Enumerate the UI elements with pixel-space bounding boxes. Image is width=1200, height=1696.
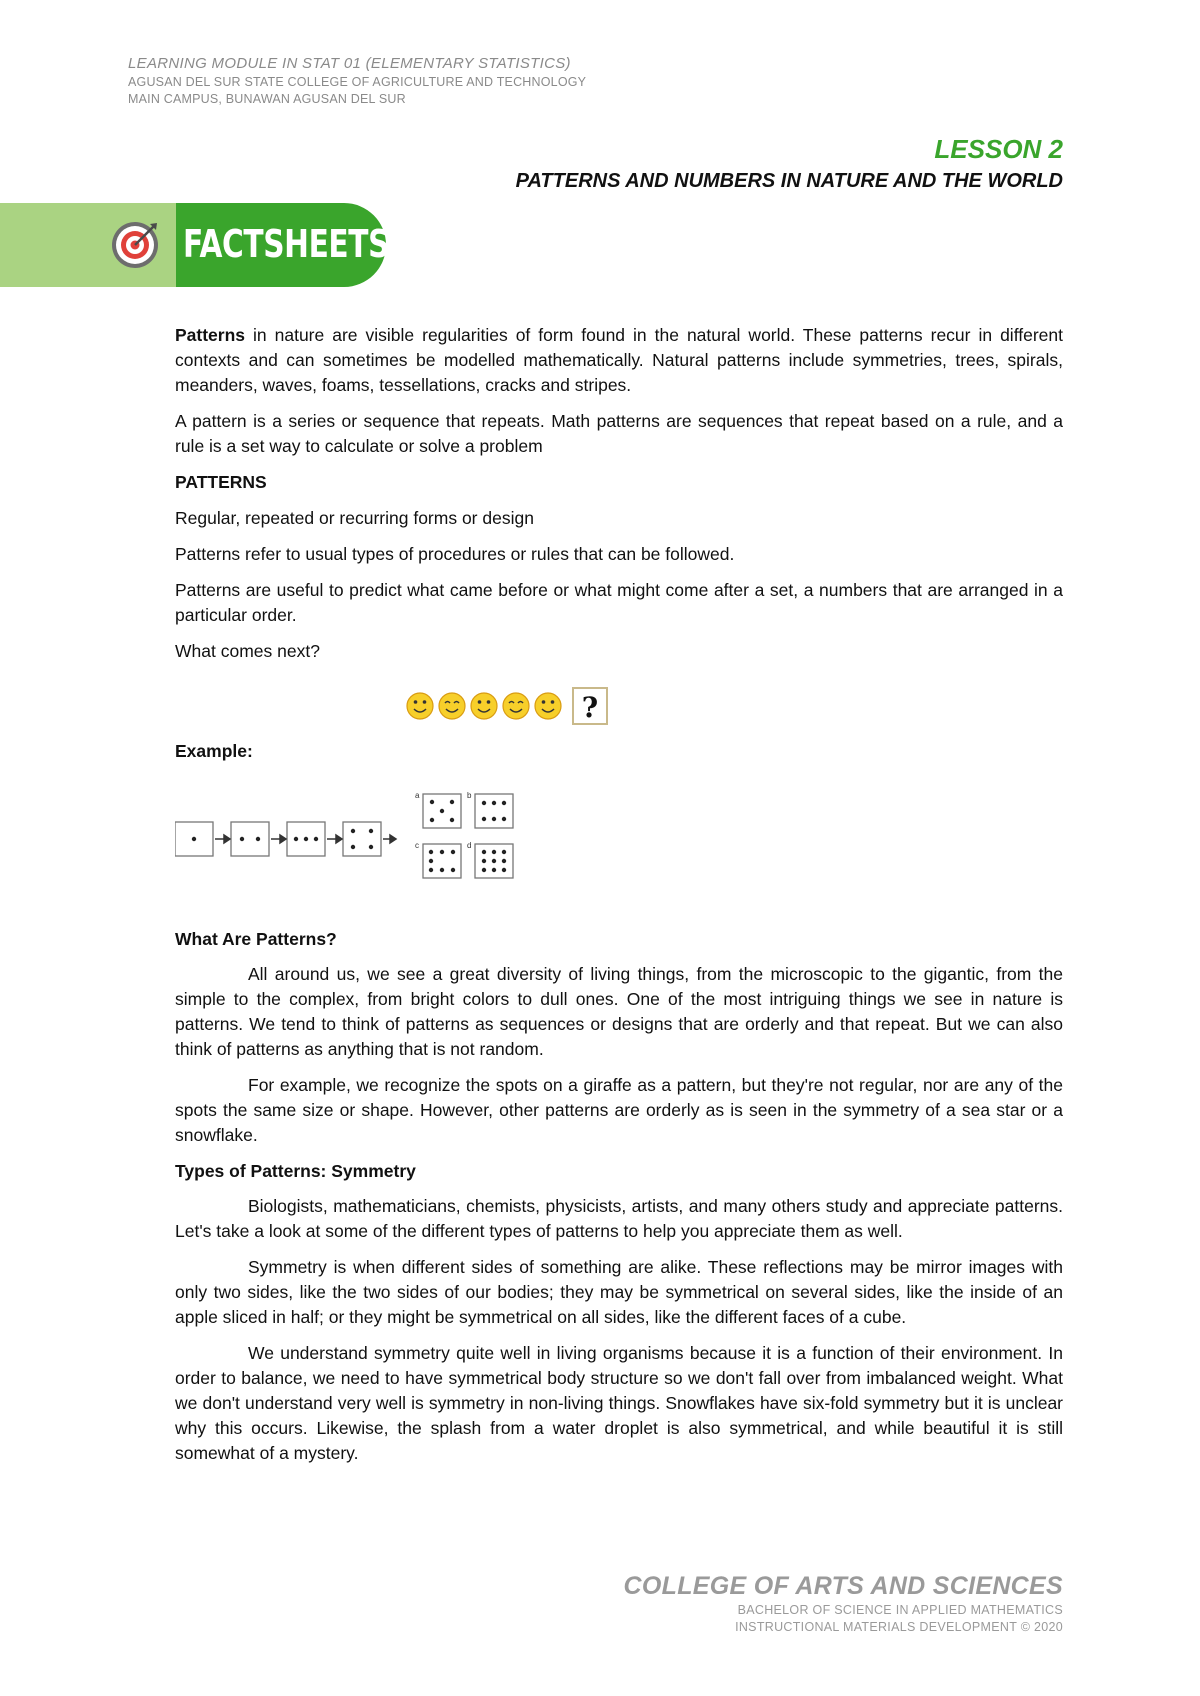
what-are-patterns-heading: What Are Patterns? xyxy=(175,929,337,949)
lesson-heading xyxy=(516,132,1063,196)
option-c-label: c xyxy=(415,841,419,850)
intro-p1-text: in nature are visible regularities of form found in the natural world. These patterns recur in different contexts and can sometimes be modelled mathematically. Natural patterns include symmetries, trees, spirals, meanders, waves, foams, tessellations, cracks and stripes. xyxy=(175,325,1063,395)
what-are-paragraph-2: For example, we recognize the spots on a giraffe as a pattern, but they're not regular, nor are any of the spots the same size or shape. However, other patterns are orderly as is seen in the symmetry of a sea star or a snowflake. xyxy=(175,1075,1063,1145)
dice-sequence xyxy=(175,788,535,898)
intro-paragraph-1 xyxy=(175,323,1063,398)
page-footer xyxy=(624,1570,1063,1636)
die-2 xyxy=(231,822,269,856)
page-header xyxy=(128,54,586,108)
what-are-paragraph-1: All around us, we see a great diversity of living things, from the microscopic to the gigantic, from the simple to the complex, from bright colors to dull ones. One of the most intriguing things we see in nature is patterns. We tend to think of patterns as sequences or designs that are orderly and that repeat. But we can also think of patterns as anything that is not random. xyxy=(175,964,1063,1059)
symmetry-heading: Types of Patterns: Symmetry xyxy=(175,1161,416,1181)
credit-line: INSTRUCTIONAL MATERIALS DEVELOPMENT © 2020 xyxy=(735,1620,1063,1634)
target-icon xyxy=(110,220,160,270)
smiley-icon xyxy=(535,693,561,719)
smiley-icon xyxy=(503,693,529,719)
question-mark: ? xyxy=(581,691,599,724)
patterns-line-3: Patterns are useful to predict what came before or what might come after a set, a numbers that are arranged in a particular order. xyxy=(175,580,1063,625)
patterns-heading: PATTERNS xyxy=(175,472,267,492)
what-comes-next: What comes next? xyxy=(175,641,320,661)
symmetry-paragraph-3: We understand symmetry quite well in living organisms because it is a function of their environment. In order to balance, we need to have symmetrical body structure so we don't fall over from imbalanced weight. What we don't understand very well is symmetry in non-living things. Snowflakes have six-fold symmetry but it is unclear why this occurs. Likewise, the splash from a water droplet is also symmetrical, and while beautiful it is still somewhat of a mystery. xyxy=(175,1343,1063,1463)
lesson-title: PATTERNS AND NUMBERS IN NATURE AND THE WORLD xyxy=(515,170,1063,192)
patterns-line-2: Patterns refer to usual types of procedures or rules that can be followed. xyxy=(175,544,735,564)
option-d-label: d xyxy=(467,841,472,850)
option-c-die xyxy=(423,844,461,878)
symmetry-paragraph-1: Biologists, mathematicians, chemists, physicists, artists, and many others study and appreciate patterns. Let's take a look at some of the different types of patterns to help you appreciate them as well. xyxy=(175,1196,1063,1241)
patterns-bold: Patterns xyxy=(175,325,246,345)
main-content xyxy=(175,323,1063,1477)
option-b-die xyxy=(475,794,513,828)
lesson-number: LESSON 2 xyxy=(934,134,1063,164)
smiley-icon xyxy=(471,693,497,719)
patterns-line-1: Regular, repeated or recurring forms or design xyxy=(175,508,534,528)
die-4 xyxy=(343,822,381,856)
option-a-label: a xyxy=(415,791,420,800)
module-title: LEARNING MODULE IN STAT 01 (ELEMENTARY STATISTICS) xyxy=(128,55,571,72)
campus-name: MAIN CAMPUS, BUNAWAN AGUSAN DEL SUR xyxy=(128,92,406,106)
intro-paragraph-2: A pattern is a series or sequence that repeats. Math patterns are sequences that repeat based on a rule, and a rule is a set way to calculate or solve a problem xyxy=(175,411,1063,456)
option-b-label: b xyxy=(467,791,472,800)
smiley-icon xyxy=(439,693,465,719)
program-name: BACHELOR OF SCIENCE IN APPLIED MATHEMATICS xyxy=(737,1603,1063,1617)
college-name: COLLEGE OF ARTS AND SCIENCES xyxy=(623,1572,1063,1600)
example-label: Example: xyxy=(175,741,253,761)
smiley-sequence xyxy=(405,685,615,727)
school-name: AGUSAN DEL SUR STATE COLLEGE OF AGRICULTURE AND TECHNOLOGY xyxy=(128,75,587,89)
factsheets-label: FACTSHEETS xyxy=(183,222,390,266)
smiley-icon xyxy=(407,693,433,719)
symmetry-paragraph-2: Symmetry is when different sides of something are alike. These reflections may be mirror images with only two sides, like the two sides of our bodies; they may be symmetrical on several sides, like the inside of an apple sliced in half; or they might be symmetrical on all sides, like the different faces of a cube. xyxy=(175,1257,1063,1327)
